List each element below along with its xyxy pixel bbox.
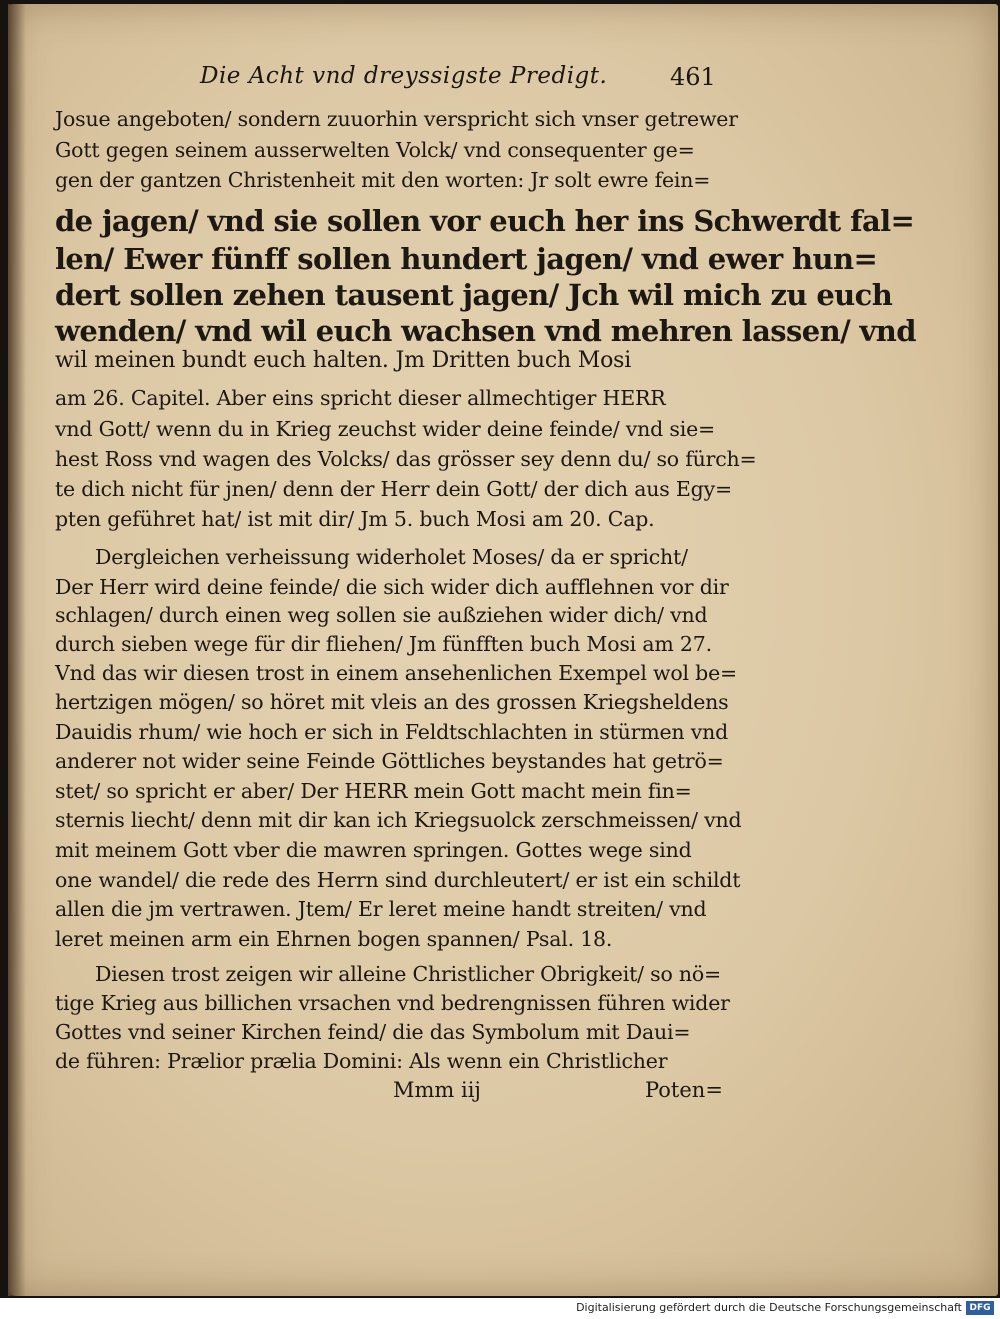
text-line: wil meinen bundt euch halten. Jm Dritten buch Mosi (55, 348, 632, 373)
running-header (0, 63, 1000, 97)
text-line: wenden/ vnd wil euch wachsen vnd mehren lassen/ vnd (55, 314, 916, 348)
text-line: Diesen trost zeigen wir alleine Christlicher Obrigkeit/ so nö= (95, 962, 722, 986)
text-line: Gott gegen seinem ausserwelten Volck/ vnd consequenter ge= (55, 138, 695, 162)
text-line: allen die jm vertrawen. Jtem/ Er leret meine handt streiten/ vnd (55, 897, 707, 921)
text-line: Der Herr wird deine feinde/ die sich wider dich aufflehnen vor dir (55, 575, 729, 599)
running-title: Die Acht vnd dreyssigste Predigt. (200, 63, 608, 89)
signature-mark: Mmm iij (393, 1078, 481, 1102)
digitization-footer (0, 1298, 1000, 1319)
text-line: am 26. Capitel. Aber eins spricht dieser allmechtiger HERR (55, 386, 666, 410)
footer-credit: Digitalisierung gefördert durch die Deutsche Forschungsgemeinschaft (576, 1301, 962, 1314)
text-line: tige Krieg aus billichen vrsachen vnd bedrengnissen führen wider (55, 991, 730, 1015)
text-line: Josue angeboten/ sondern zuuorhin verspricht sich vnser getrewer (55, 107, 738, 131)
text-line: de führen: Prælior prælia Domini: Als wenn ein Christlicher (55, 1049, 668, 1073)
text-line: te dich nicht für jnen/ denn der Herr dein Gott/ der dich aus Egy= (55, 477, 732, 501)
text-line: durch sieben wege für dir fliehen/ Jm fünfften buch Mosi am 27. (55, 632, 712, 656)
text-line: one wandel/ die rede des Herrn sind durchleutert/ er ist ein schildt (55, 868, 741, 892)
text-line: mit meinem Gott vber die mawren springen. Gottes wege sind (55, 838, 692, 862)
text-line: schlagen/ durch einen weg sollen sie außziehen wider dich/ vnd (55, 603, 708, 627)
text-line: de jagen/ vnd sie sollen vor euch her ins Schwerdt fal= (55, 204, 915, 238)
dfg-logo: DFG (966, 1301, 994, 1315)
text-line: leret meinen arm ein Ehrnen bogen spannen/ Psal. 18. (55, 927, 613, 951)
text-line: hest Ross vnd wagen des Volcks/ das grösser sey denn du/ so fürch= (55, 447, 757, 471)
text-line: gen der gantzen Christenheit mit den worten: Jr solt ewre fein= (55, 168, 711, 192)
text-line: len/ Ewer fünff sollen hundert jagen/ vnd ewer hun= (55, 242, 878, 276)
text-line: Vnd das wir diesen trost in einem ansehenlichen Exempel wol be= (55, 661, 738, 685)
catchword: Poten= (645, 1078, 723, 1102)
text-line: vnd Gott/ wenn du in Krieg zeuchst wider deine feinde/ vnd sie= (55, 417, 715, 441)
text-line: dert sollen zehen tausent jagen/ Jch wil mich zu euch (55, 278, 893, 312)
text-line: Dergleichen verheissung widerholet Moses/ da er spricht/ (95, 545, 688, 569)
text-line: sternis liecht/ denn mit dir kan ich Kriegsuolck zerschmeissen/ vnd (55, 808, 742, 832)
page-foot (0, 1078, 1000, 1112)
text-line: pten geführet hat/ ist mit dir/ Jm 5. buch Mosi am 20. Cap. (55, 507, 655, 531)
text-line: Dauidis rhum/ wie hoch er sich in Feldtschlachten in stürmen vnd (55, 720, 729, 744)
page-number: 461 (670, 63, 716, 91)
text-line: stet/ so spricht er aber/ Der HERR mein Gott macht mein fin= (55, 779, 692, 803)
text-line: hertzigen mögen/ so höret mit vleis an des grossen Kriegsheldens (55, 690, 729, 714)
text-line: anderer not wider seine Feinde Göttliches beystandes hat getrö= (55, 749, 724, 773)
text-line: Gottes vnd seiner Kirchen feind/ die das Symbolum mit Daui= (55, 1020, 691, 1044)
